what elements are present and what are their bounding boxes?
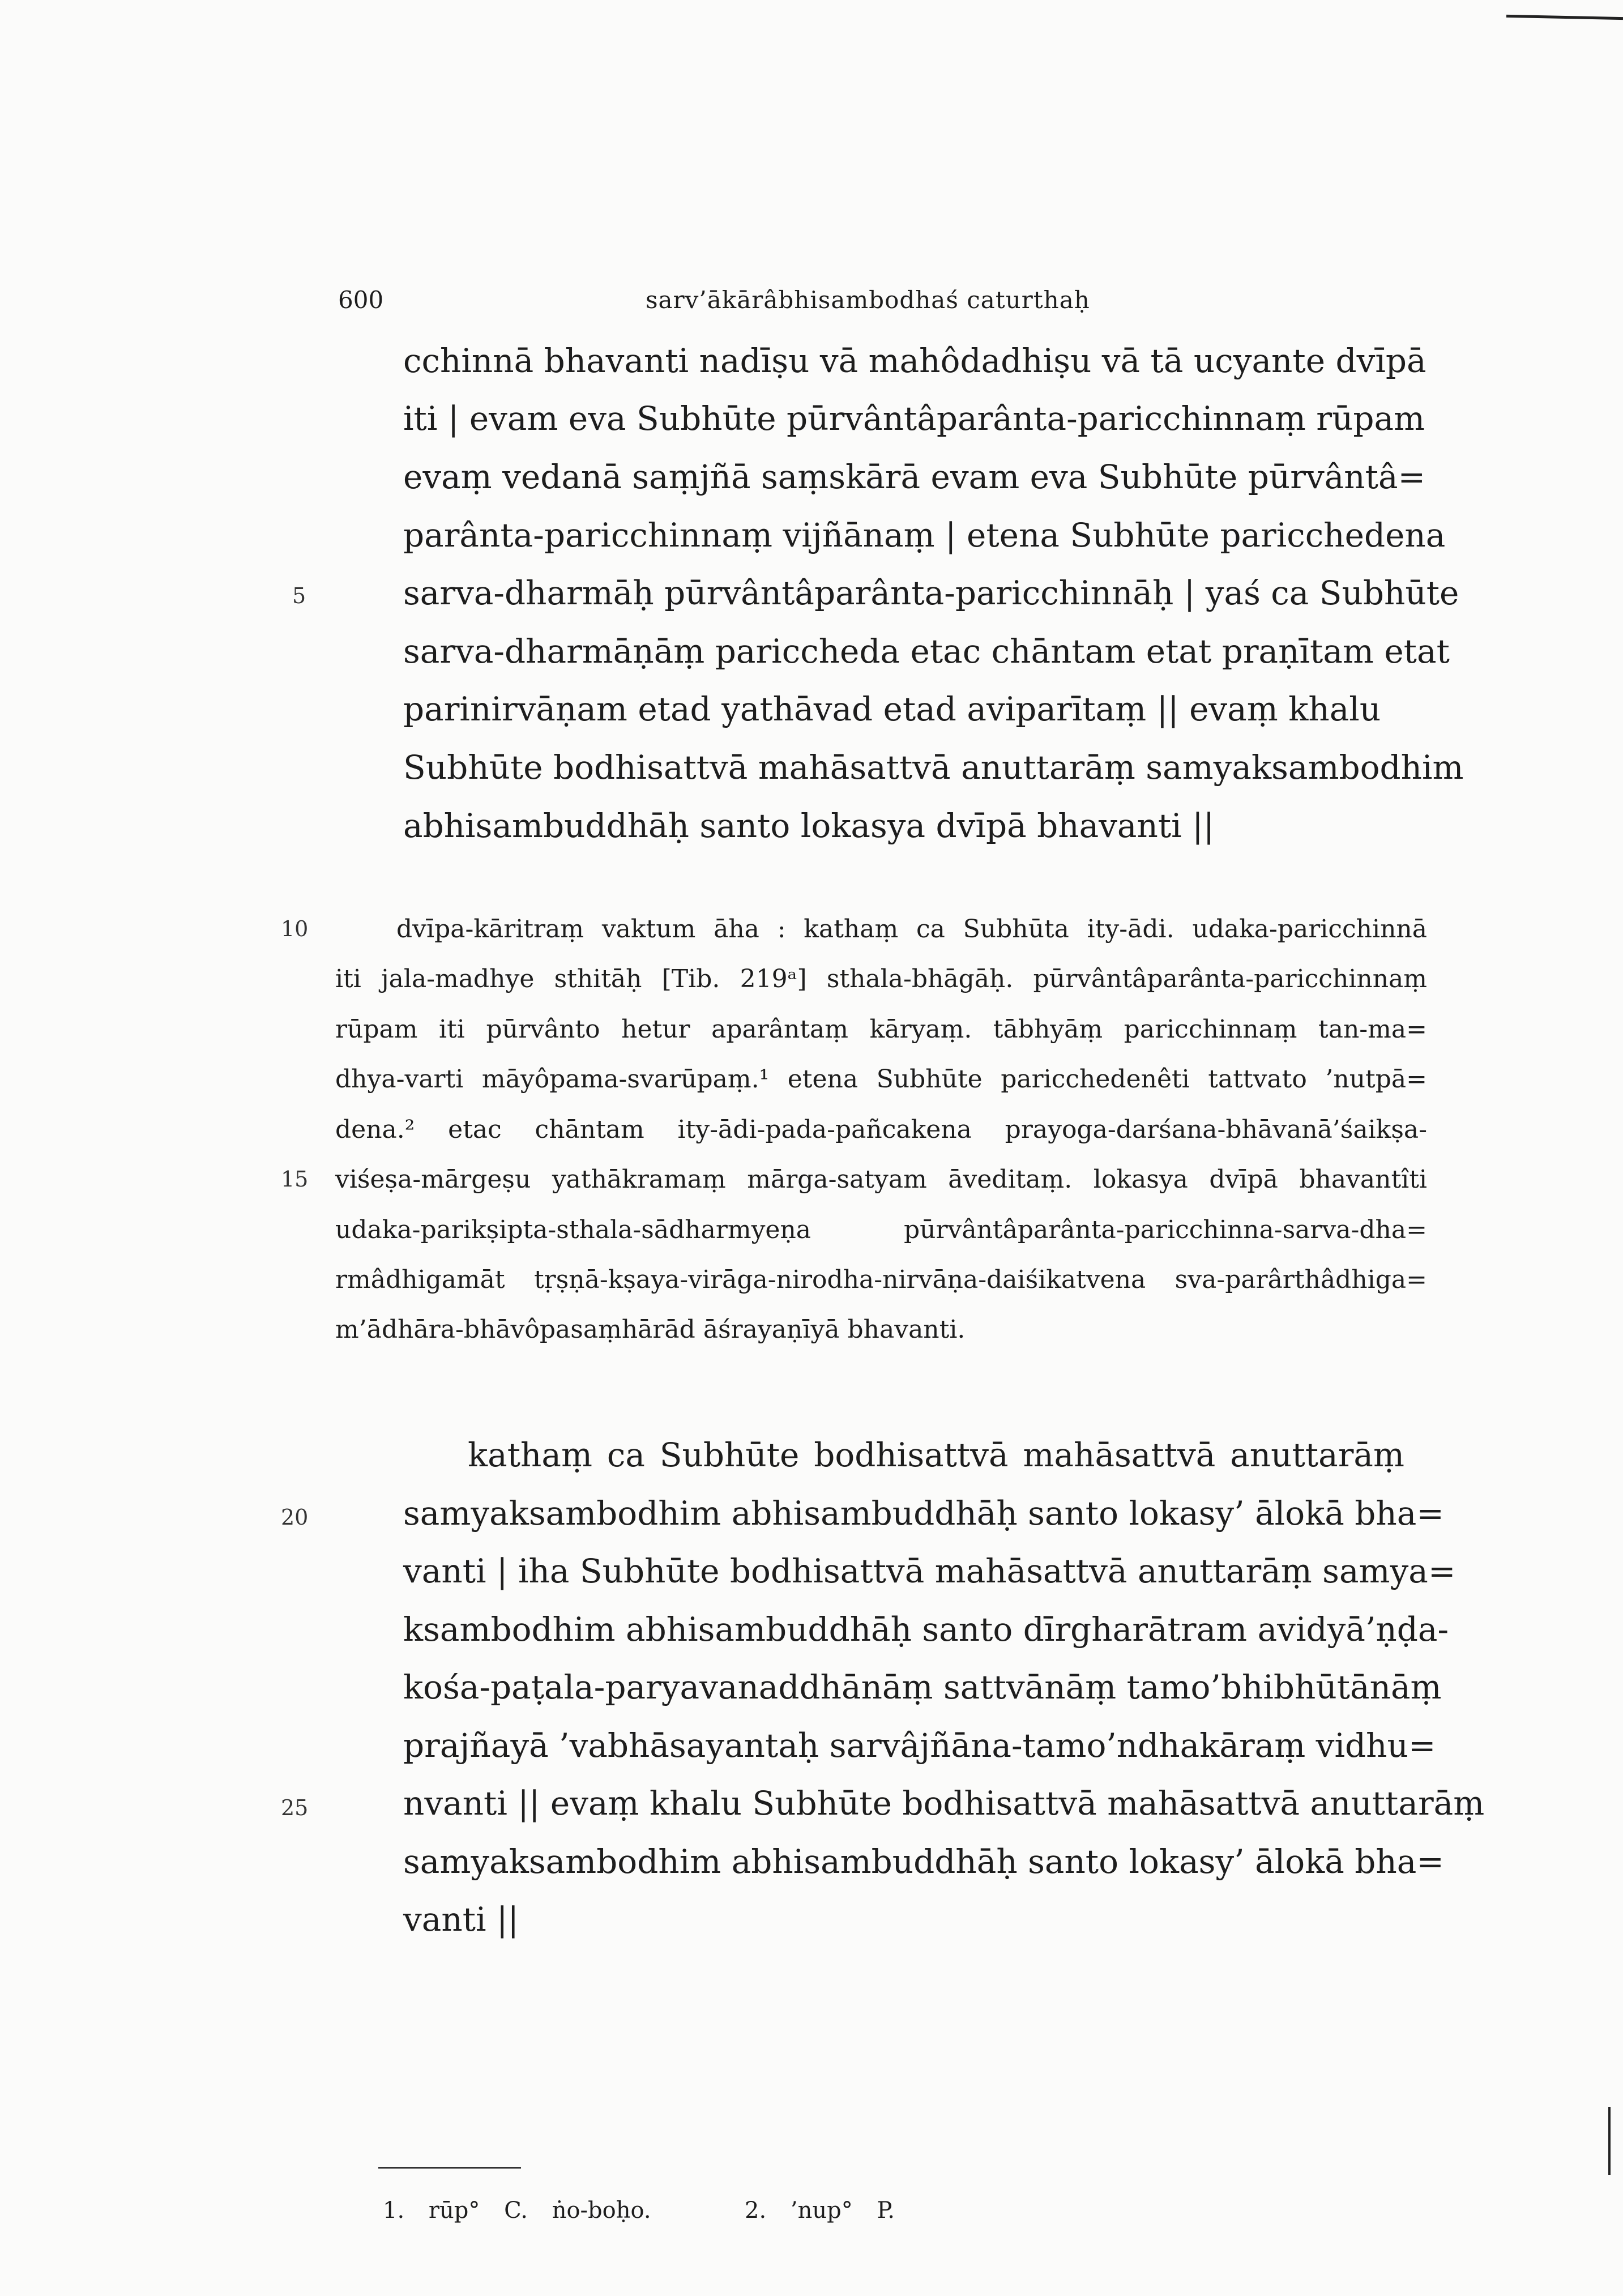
text-line: evaṃ vedanā saṃjñā saṃskārā evam eva Subhūte pūrvântâ= (403, 458, 1426, 496)
line-number: 15 (281, 1167, 309, 1192)
commentary-line: udaka-parikṣipta-sthala-sādharmyeṇa pūrvântâparânta-paricchinna-sarva-dha= (335, 1215, 1427, 1244)
commentary-line: dvīpa-kāritraṃ vaktum āha : kathaṃ ca Subhūta ity-ādi. udaka-paricchinnā (396, 915, 1427, 944)
commentary-line: iti jala-madhye sthitāḥ [Tib. 219ᵃ] sthala-bhāgāḥ. pūrvântâparânta-paricchinnaṃ (335, 965, 1427, 993)
text-line: samyaksambodhim abhisambuddhāḥ santo lokasy’ ālokā bha= (403, 1842, 1444, 1881)
scan-edge-mark-right (1608, 2107, 1611, 2175)
text-line: vanti || (403, 1900, 519, 1939)
page-number: 600 (338, 286, 384, 314)
text-line: vanti | iha Subhūte bodhisattvā mahāsattvā anuttarāṃ samya= (403, 1552, 1456, 1590)
text-line: kathaṃ ca Subhūte bodhisattvā mahāsattvā anuttarāṃ (468, 1436, 1404, 1474)
text-line: cchinnā bhavanti nadīṣu vā mahôdadhiṣu vā tā ucyante dvīpā (403, 342, 1426, 380)
commentary-line: dena.² etac chāntam ity-ādi-pada-pañcakena prayoga-darśana-bhāvanā’śaikṣa- (335, 1115, 1427, 1144)
line-number: 25 (281, 1795, 309, 1820)
text-line: abhisambuddhāḥ santo lokasya dvīpā bhavanti || (403, 806, 1215, 845)
text-line: parânta-paricchinnaṃ vijñānaṃ | etena Subhūte paricchedena (403, 516, 1446, 554)
line-number: 10 (281, 916, 309, 941)
text-line: sarva-dharmāḥ pūrvântâparânta-paricchinnāḥ | yaś ca Subhūte (403, 574, 1459, 612)
footnotes (383, 2197, 895, 2224)
footnote-2: 2. ’nup° P. (745, 2197, 895, 2224)
footnote-rule (378, 2167, 521, 2169)
footnote-1: 1. rūp° C. ṅo-boḥo. (383, 2197, 651, 2224)
commentary-line: rūpam iti pūrvânto hetur aparântaṃ kāryaṃ. tābhyāṃ paricchinnaṃ tan-ma= (335, 1015, 1427, 1044)
commentary-line: viśeṣa-mārgeṣu yathākramaṃ mārga-satyam āveditaṃ. lokasya dvīpā bhavantîti (335, 1165, 1427, 1194)
running-title: sarv’ākārâbhisambodhaś caturthaḥ (646, 286, 1090, 314)
text-line: kośa-paṭala-paryavanaddhānāṃ sattvānāṃ tamo’bhibhūtānāṃ (403, 1668, 1442, 1706)
text-line: sarva-dharmāṇāṃ pariccheda etac chāntam etat praṇītam etat (403, 632, 1450, 671)
text-line: samyaksambodhim abhisambuddhāḥ santo lokasy’ ālokā bha= (403, 1494, 1444, 1533)
text-line: Subhūte bodhisattvā mahāsattvā anuttarāṃ samyaksambodhim (403, 748, 1464, 787)
commentary-line: dhya-varti māyôpama-svarūpaṃ.¹ etena Subhūte paricchedenêti tattvato ’nutpā= (335, 1065, 1427, 1094)
commentary-line: m’ādhāra-bhāvôpasaṃhārād āśrayaṇīyā bhavanti. (335, 1315, 966, 1344)
line-number: 5 (292, 583, 306, 608)
text-line: ksambodhim abhisambuddhāḥ santo dīrgharātram avidyā’ṇḍa- (403, 1610, 1449, 1649)
text-line: nvanti || evaṃ khalu Subhūte bodhisattvā mahāsattvā anuttarāṃ (403, 1784, 1485, 1823)
scan-edge-mark-top (1506, 15, 1623, 20)
text-line: prajñayā ’vabhāsayantaḥ sarvâjñāna-tamo’ndhakāraṃ vidhu= (403, 1726, 1436, 1765)
commentary-line: rmâdhigamāt tṛṣṇā-kṣaya-virāga-nirodha-nirvāṇa-daiśikatvena sva-parârthâdhiga= (335, 1265, 1427, 1294)
line-number: 20 (281, 1505, 309, 1530)
text-line: iti | evam eva Subhūte pūrvântâparânta-paricchinnaṃ rūpam (403, 399, 1425, 438)
text-line: parinirvāṇam etad yathāvad etad aviparītaṃ || evaṃ khalu (403, 690, 1381, 728)
